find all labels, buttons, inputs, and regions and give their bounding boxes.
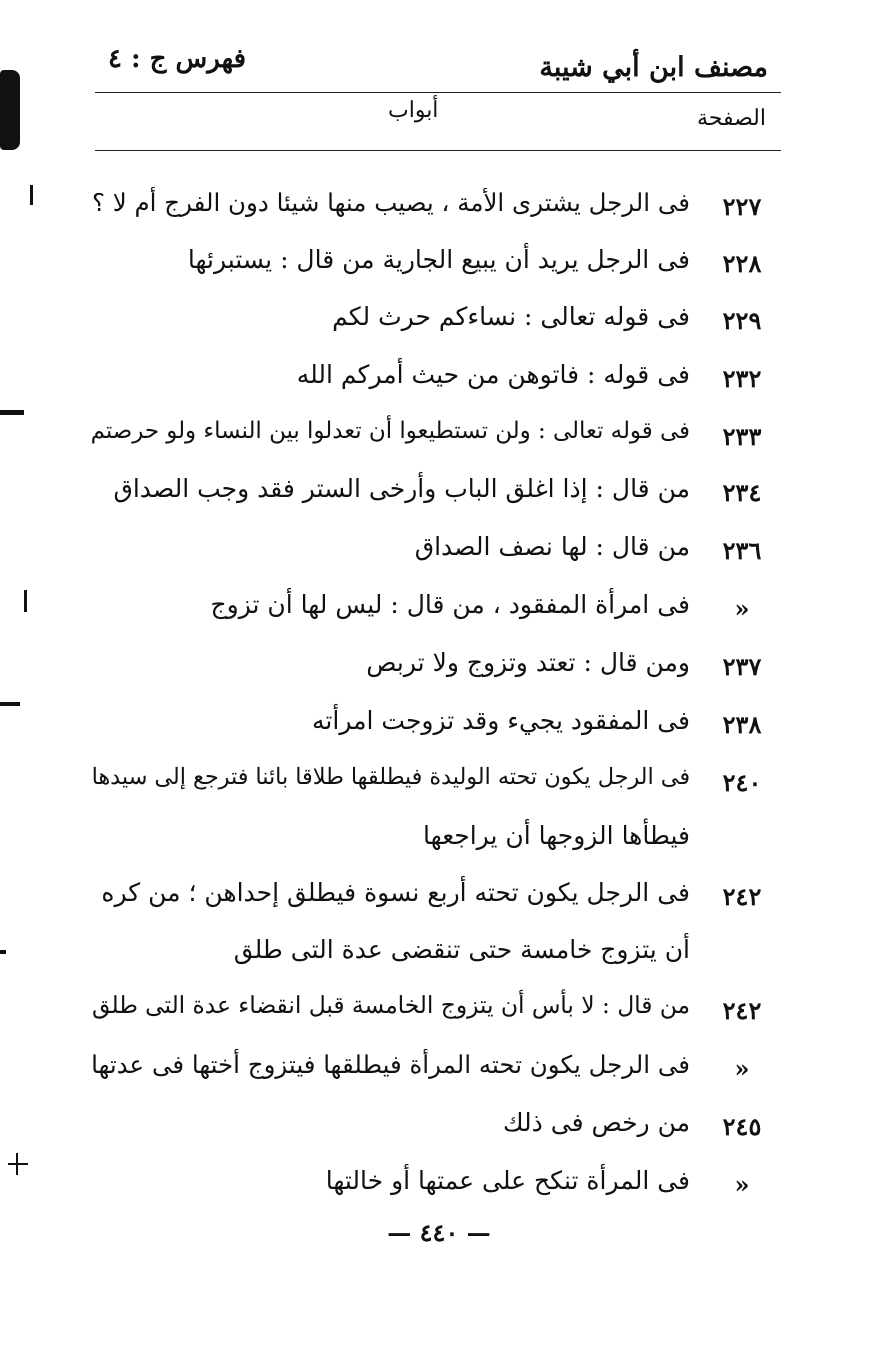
index-volume-label: فهرس ج : ٤ — [108, 44, 247, 74]
scan-margin-mark — [0, 950, 6, 954]
entry-title-line: فى الرجل يكون تحته الوليدة فيطلقها طلاقا بائنا فترجع إلى سيدها — [91, 764, 690, 790]
entry-title-line: من قال : لها نصف الصداق — [414, 532, 690, 561]
entry-title-line: فيطأها الزوجها أن يراجعها — [423, 821, 690, 850]
scan-margin-mark — [0, 410, 24, 415]
page-column-header: الصفحة — [696, 106, 766, 131]
entry-title-line: فى المرأة تنكح على عمتها أو خالتها — [325, 1166, 690, 1195]
entry-page-number: ٢٤٠ — [722, 768, 762, 797]
entry-title-line: فى امرأة المفقود ، من قال : ليس لها أن تزوج — [210, 590, 690, 619]
entry-page-number: ٢٣٦ — [722, 536, 762, 565]
entry-page-number: « — [734, 594, 750, 623]
scan-margin-mark — [16, 1153, 18, 1175]
scan-margin-mark — [30, 185, 33, 205]
entry-page-number: ٢٣٣ — [722, 422, 762, 451]
entry-page-number: « — [734, 1054, 750, 1083]
entry-title-line: ومن قال : تعتد وتزوج ولا تربص — [366, 648, 690, 677]
entry-page-number: ٢٢٩ — [722, 306, 762, 335]
entry-title-line: فى قوله : فاتوهن من حيث أمركم الله — [296, 360, 690, 389]
entry-page-number: ٢٣٢ — [722, 364, 762, 393]
book-title: مصنف ابن أبي شيبة — [539, 52, 768, 83]
entry-title-line: فى الرجل يريد أن يبيع الجارية من قال : يستبرئها — [187, 245, 690, 274]
chapters-column-header: أبواب — [388, 98, 439, 123]
entry-title-line: أن يتزوج خامسة حتى تنقضى عدة التى طلق — [233, 935, 690, 964]
entry-title-line: فى الرجل يشترى الأمة ، يصيب منها شيئا دون الفرج أم لا ؟ — [91, 188, 690, 217]
entry-title-line: من رخص فى ذلك — [502, 1108, 690, 1137]
entry-page-number: ٢٢٧ — [722, 192, 762, 221]
entry-title-line: من قال : لا بأس أن يتزوج الخامسة قبل انقضاء عدة التى طلق — [92, 992, 690, 1019]
scan-margin-mark — [24, 590, 27, 612]
entry-page-number: ٢٤٢ — [722, 882, 762, 911]
entry-title-line: من قال : إذا اغلق الباب وأرخى الستر فقد وجب الصداق — [113, 474, 690, 503]
entry-page-number: ٢٣٧ — [722, 652, 762, 681]
scan-margin-mark — [0, 702, 20, 706]
entry-title-line: فى الرجل يكون تحته أربع نسوة فيطلق إحداهن ؛ من كره — [101, 878, 690, 907]
entry-title-line: فى الرجل يكون تحته المرأة فيطلقها فيتزوج أختها فى عدتها — [91, 1050, 690, 1079]
entry-title-line: فى المفقود يجيء وقد تزوجت امرأته — [312, 706, 690, 735]
entry-page-number: ٢٢٨ — [722, 249, 762, 278]
entry-title-line: فى قوله تعالى : نساءكم حرث لكم — [332, 302, 690, 331]
scan-margin-mark — [8, 1163, 28, 1165]
entry-page-number: « — [734, 1170, 750, 1199]
page-number: — ٤٤٠ — — [387, 1218, 491, 1247]
entry-title-line: فى قوله تعالى : ولن تستطيعوا أن تعدلوا بين النساء ولو حرصتم — [90, 418, 690, 444]
entry-page-number: ٢٣٨ — [722, 710, 762, 739]
scan-margin-mark — [0, 70, 20, 150]
entry-page-number: ٢٣٤ — [722, 478, 762, 507]
entry-page-number: ٢٤٢ — [722, 996, 762, 1025]
entry-page-number: ٢٤٥ — [722, 1112, 762, 1141]
